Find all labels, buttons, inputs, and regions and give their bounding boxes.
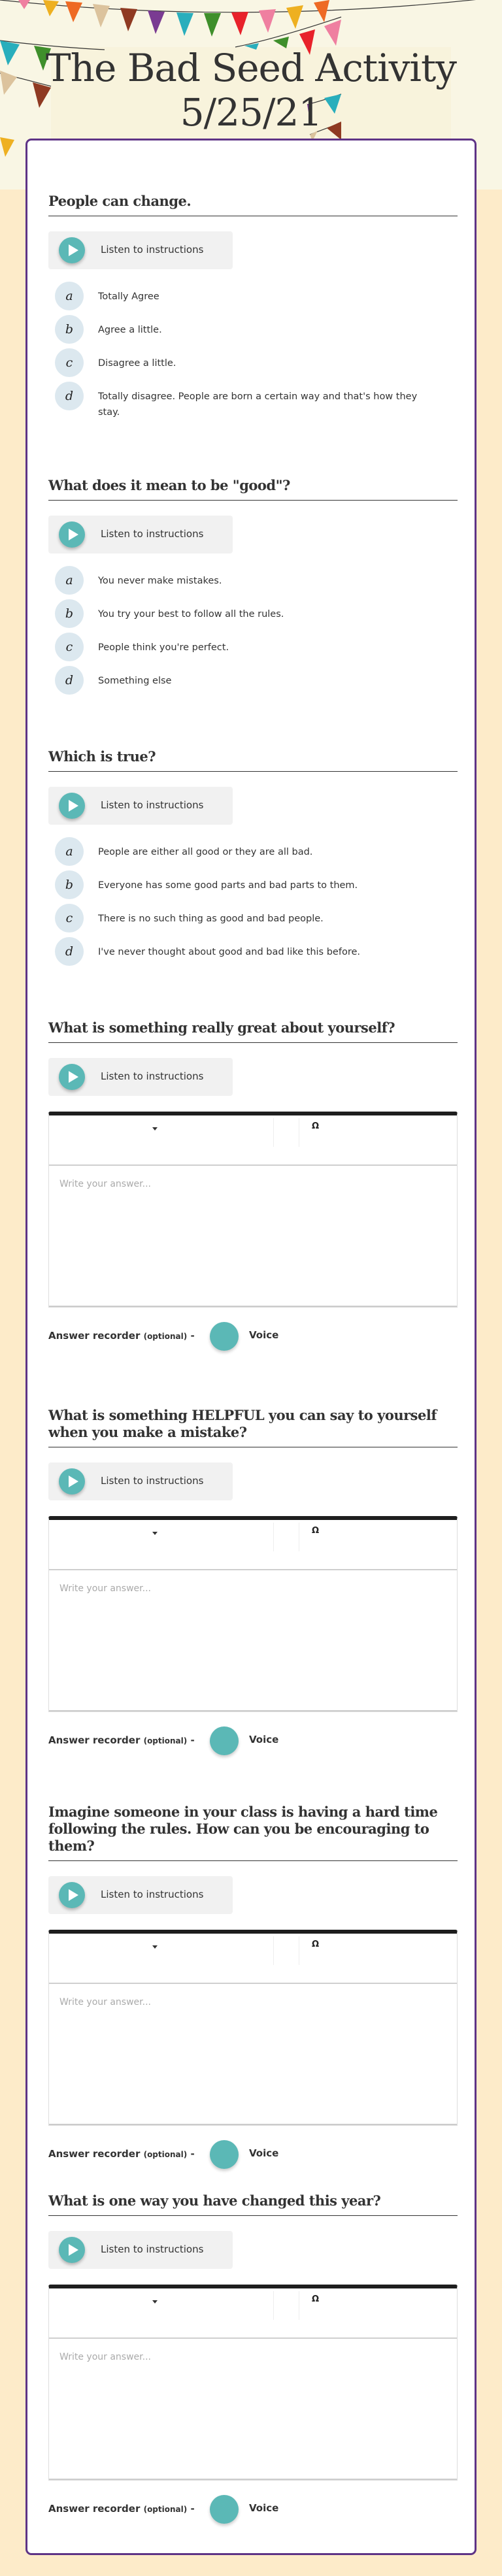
option-letter: d: [55, 937, 84, 966]
listen-label: Listen to instructions: [101, 528, 204, 540]
play-icon: [59, 1468, 85, 1494]
option-letter: c: [55, 633, 84, 661]
option-text: Totally disagree. People are born a certain way and that's how they stay.: [98, 391, 418, 418]
voice-label: Voice: [249, 2147, 279, 2159]
option-letter: b: [55, 870, 84, 899]
toolbar-divider: [273, 1523, 274, 1551]
options-list: [48, 282, 458, 420]
record-voice-button[interactable]: [210, 2495, 239, 2524]
format-dropdown-caret-icon[interactable]: [152, 1127, 158, 1131]
question-title: What is something really great about yourself?: [48, 1019, 458, 1043]
voice-label: Voice: [249, 1329, 279, 1341]
format-dropdown-caret-icon[interactable]: [152, 1532, 158, 1535]
question-5: [48, 1407, 458, 1757]
listen-instructions-button[interactable]: [48, 231, 233, 269]
question-title: What is one way you have changed this year?: [48, 2192, 458, 2216]
option-d[interactable]: [48, 937, 458, 966]
option-letter: d: [55, 666, 84, 695]
voice-label: Voice: [249, 1734, 279, 1745]
special-character-icon[interactable]: Ω: [312, 2294, 320, 2304]
rich-text-editor: [48, 1112, 458, 1308]
listen-label: Listen to instructions: [101, 1889, 204, 1900]
activity-card: [25, 139, 477, 2555]
option-a[interactable]: [48, 566, 458, 595]
listen-label: Listen to instructions: [101, 244, 204, 256]
options-list: [48, 837, 458, 966]
rich-text-editor: [48, 1930, 458, 2126]
option-letter: a: [55, 837, 84, 866]
answer-recorder: [48, 2494, 458, 2525]
option-letter: c: [55, 904, 84, 933]
question-title: What is something HELPFUL you can say to yourself when you make a mistake?: [48, 1407, 458, 1447]
option-text: People think you're perfect.: [98, 642, 229, 653]
listen-instructions-button[interactable]: [48, 2231, 233, 2269]
option-d[interactable]: [48, 666, 458, 695]
question-title: Which is true?: [48, 748, 458, 772]
question-4: [48, 1019, 458, 1352]
option-letter: a: [55, 566, 84, 595]
title-line-activity: The Bad Seed Activity: [45, 46, 457, 90]
answer-input[interactable]: [49, 1984, 457, 2125]
answer-input[interactable]: [49, 2339, 457, 2480]
recorder-label: Answer recorder (optional) -: [48, 2148, 195, 2160]
option-letter: a: [55, 282, 84, 310]
option-text: You try your best to follow all the rules.: [98, 609, 284, 619]
option-text: Totally Agree: [98, 291, 159, 302]
play-icon: [59, 2237, 85, 2263]
rich-text-editor: [48, 2285, 458, 2481]
option-c[interactable]: [48, 348, 458, 378]
record-voice-button[interactable]: [210, 1726, 239, 1755]
option-c[interactable]: [48, 904, 458, 933]
special-character-icon[interactable]: Ω: [312, 1940, 320, 1949]
listen-label: Listen to instructions: [101, 1475, 204, 1487]
answer-input[interactable]: [49, 1570, 457, 1711]
answer-input[interactable]: [49, 1166, 457, 1307]
question-7: [48, 2192, 458, 2525]
option-b[interactable]: [48, 599, 458, 629]
special-character-icon[interactable]: Ω: [312, 1121, 320, 1131]
options-list: [48, 566, 458, 695]
question-6: [48, 1804, 458, 2170]
play-icon: [59, 237, 85, 263]
special-character-icon[interactable]: Ω: [312, 1526, 320, 1536]
question-title: People can change.: [48, 193, 458, 216]
page-title: [0, 46, 502, 135]
record-voice-button[interactable]: [210, 2140, 239, 2169]
play-icon: [59, 1882, 85, 1908]
rich-text-editor: [48, 1516, 458, 1712]
answer-recorder: [48, 2139, 458, 2170]
option-letter: c: [55, 348, 84, 377]
voice-label: Voice: [249, 2502, 279, 2514]
editor-toolbar: [49, 2288, 457, 2339]
option-text: Agree a little.: [98, 325, 162, 335]
format-dropdown-caret-icon[interactable]: [152, 2300, 158, 2304]
option-text: Something else: [98, 676, 172, 686]
editor-toolbar: [49, 1115, 457, 1166]
listen-label: Listen to instructions: [101, 1070, 204, 1082]
option-letter: b: [55, 599, 84, 628]
option-text: Everyone has some good parts and bad parts to them.: [98, 880, 358, 891]
question-2: [48, 477, 458, 699]
option-text: People are either all good or they are all bad.: [98, 847, 313, 857]
recorder-label: Answer recorder (optional) -: [48, 1330, 195, 1342]
play-icon: [59, 521, 85, 548]
play-icon: [59, 793, 85, 819]
recorder-label: Answer recorder (optional) -: [48, 2503, 195, 2515]
option-letter: b: [55, 315, 84, 344]
listen-instructions-button[interactable]: [48, 1462, 233, 1500]
question-1: [48, 193, 458, 424]
option-b[interactable]: [48, 315, 458, 344]
option-a[interactable]: [48, 837, 458, 867]
format-dropdown-caret-icon[interactable]: [152, 1945, 158, 1949]
listen-label: Listen to instructions: [101, 799, 204, 811]
option-text: I've never thought about good and bad like this before.: [98, 947, 360, 957]
listen-instructions-button[interactable]: [48, 787, 233, 825]
answer-recorder: [48, 1321, 458, 1352]
editor-toolbar: [49, 1520, 457, 1570]
record-voice-button[interactable]: [210, 1322, 239, 1351]
toolbar-divider: [273, 2291, 274, 2320]
option-c[interactable]: [48, 633, 458, 662]
option-b[interactable]: [48, 870, 458, 900]
title-line-date: 5/25/21: [180, 90, 322, 135]
answer-recorder: [48, 1725, 458, 1757]
option-text: You never make mistakes.: [98, 576, 222, 586]
question-3: [48, 748, 458, 970]
play-icon: [59, 1064, 85, 1090]
option-d[interactable]: [48, 382, 458, 420]
editor-toolbar: [49, 1934, 457, 1984]
listen-instructions-button[interactable]: [48, 516, 233, 553]
question-title: Imagine someone in your class is having a hard time following the rules. How can you be encouraging to them?: [48, 1804, 458, 1861]
listen-label: Listen to instructions: [101, 2243, 204, 2255]
option-letter: d: [55, 382, 84, 410]
question-title: What does it mean to be "good"?: [48, 477, 458, 501]
option-text: Disagree a little.: [98, 358, 176, 369]
listen-instructions-button[interactable]: [48, 1058, 233, 1096]
toolbar-divider: [273, 1936, 274, 1965]
listen-instructions-button[interactable]: [48, 1876, 233, 1914]
toolbar-divider: [273, 1118, 274, 1147]
option-a[interactable]: [48, 282, 458, 311]
option-text: There is no such thing as good and bad people.: [98, 914, 324, 924]
recorder-label: Answer recorder (optional) -: [48, 1734, 195, 1746]
